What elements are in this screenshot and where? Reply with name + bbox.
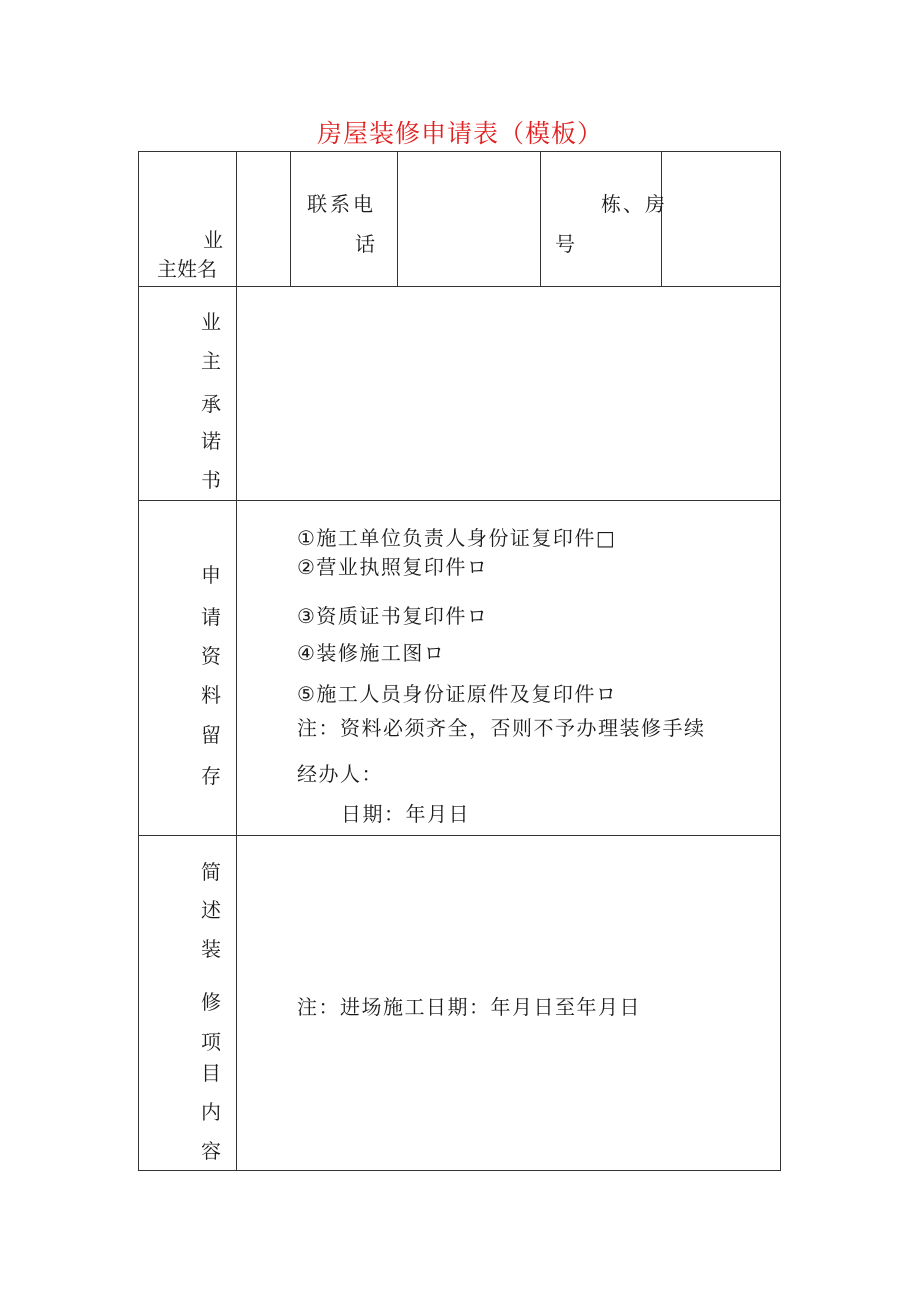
materials-label-char: 留 <box>201 723 221 747</box>
date-label: 日期：年月日 <box>341 802 470 826</box>
phone-label-line2: 话 <box>355 232 375 256</box>
material-item-checkbox[interactable]: ⑤施工人员身份证原件及复印件ロ <box>297 682 618 706</box>
material-item-checkbox[interactable]: ②营业执照复印件ロ <box>297 555 489 579</box>
column-divider <box>661 152 662 286</box>
materials-label-char: 资 <box>201 644 221 668</box>
commitment-label-char: 业 <box>201 310 221 334</box>
description-label-char: 简 <box>201 860 221 884</box>
description-label-char: 修 <box>201 990 221 1014</box>
materials-label-char: 申 <box>201 563 221 587</box>
page-title: 房屋装修申请表（模板） <box>316 119 603 148</box>
owner-name-label-line1: 业 <box>203 228 223 252</box>
column-divider <box>290 152 291 286</box>
handler-label: 经办人： <box>297 762 383 786</box>
commitment-label-char: 承 <box>201 392 221 416</box>
column-divider <box>540 152 541 286</box>
description-label-char: 项 <box>201 1030 221 1054</box>
owner-name-label-line2: 主姓名 <box>157 257 217 281</box>
unit-field[interactable] <box>663 153 779 285</box>
description-label-char: 内 <box>201 1100 221 1124</box>
description-label-char: 装 <box>201 937 221 961</box>
label-column-divider <box>236 152 237 1170</box>
commitment-label-char: 诺 <box>201 429 221 453</box>
phone-field[interactable] <box>399 153 539 285</box>
materials-note: 注：资料必须齐全，否则不予办理装修手续 <box>297 716 706 740</box>
materials-label-char: 料 <box>201 683 221 707</box>
construction-date-note: 注：进场施工日期：年月日至年月日 <box>297 995 641 1019</box>
application-form-table <box>138 151 781 1171</box>
description-label-clipped <box>200 1030 222 1054</box>
material-item-checkbox[interactable]: ①施工单位负责人身份证复印件□ <box>297 526 617 550</box>
material-item-checkbox[interactable]: ③资质证书复印件ロ <box>297 604 489 628</box>
description-label-char: 目 <box>201 1061 221 1085</box>
commitment-field[interactable] <box>238 288 778 499</box>
unit-label-line2: 号 <box>555 232 575 256</box>
unit-label-line1: 栋、房 <box>601 192 667 216</box>
commitment-label-char: 主 <box>201 349 221 373</box>
description-label-char: 容 <box>201 1139 221 1163</box>
commitment-label-char: 书 <box>201 468 221 492</box>
description-label-char: 述 <box>201 898 221 922</box>
owner-name-field[interactable] <box>238 153 289 285</box>
column-divider <box>397 152 398 286</box>
material-item-checkbox[interactable]: ④装修施工图ロ <box>297 641 446 665</box>
materials-label-char: 存 <box>201 764 221 788</box>
phone-label-line1: 联系电 <box>307 192 376 216</box>
materials-label-char: 请 <box>201 605 221 629</box>
